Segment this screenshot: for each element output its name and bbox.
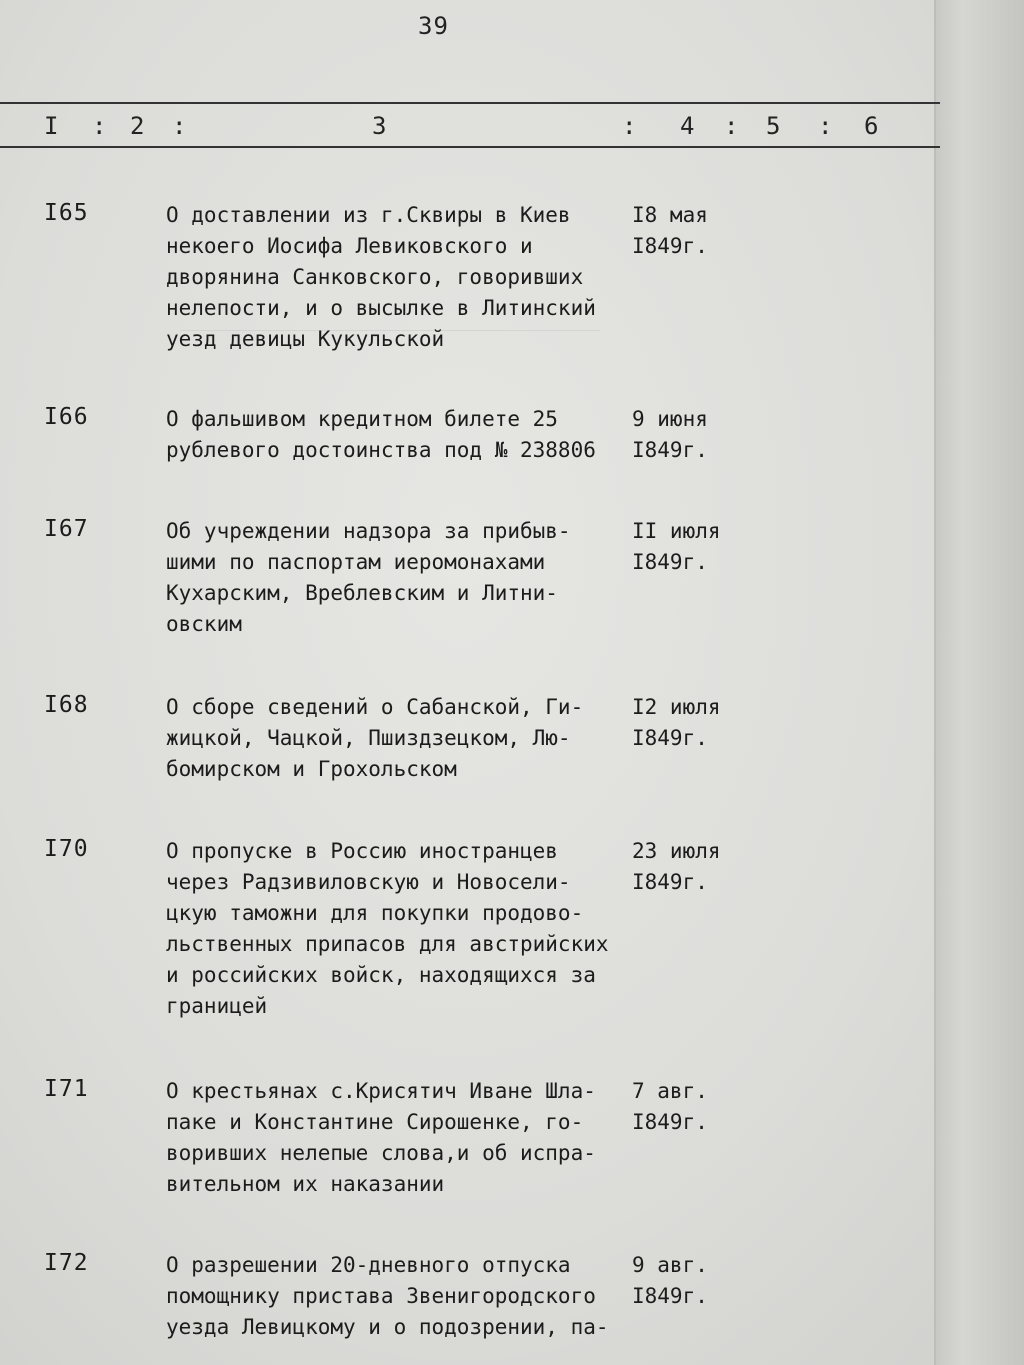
description-line: овским bbox=[166, 612, 242, 636]
date-line: I849г. bbox=[632, 1284, 708, 1308]
entry-number: I67 bbox=[44, 516, 89, 542]
date-line: II июля bbox=[632, 519, 721, 543]
header-rule-top bbox=[0, 102, 940, 104]
date-line: I8 мая bbox=[632, 203, 708, 227]
description-line: рублевого достоинства под № 238806 bbox=[166, 438, 596, 462]
description-line: Кухарским, Вреблевским и Литни- bbox=[166, 581, 558, 605]
entry-date bbox=[632, 516, 762, 578]
description-line: О фальшивом кредитном билете 25 bbox=[166, 407, 558, 431]
entry-description bbox=[166, 200, 646, 355]
column-4-heading: 4 bbox=[680, 112, 695, 140]
entry-number: I68 bbox=[44, 692, 89, 718]
entry-date bbox=[632, 404, 762, 466]
description-line: О пропуске в Россию иностранцев bbox=[166, 839, 558, 863]
entry-description bbox=[166, 404, 646, 466]
entry-description bbox=[166, 516, 646, 640]
description-line: О разрешении 20-дневного отпуска bbox=[166, 1253, 571, 1277]
description-line: воривших нелепые слова,и об испра- bbox=[166, 1141, 596, 1165]
description-line: цкую таможни для покупки продово- bbox=[166, 901, 584, 925]
entry-description bbox=[166, 1250, 646, 1343]
description-line: О крестьянах с.Крисятич Иване Шла- bbox=[166, 1079, 596, 1103]
entry-description bbox=[166, 836, 646, 1022]
date-line: I849г. bbox=[632, 550, 708, 574]
description-line: О доставлении из г.Сквиры в Киев bbox=[166, 203, 571, 227]
description-line: некоего Иосифа Левиковского и bbox=[166, 234, 533, 258]
description-line: уезда Левицкому и о подозрении, па- bbox=[166, 1315, 609, 1339]
description-line: Об учреждении надзора за прибыв- bbox=[166, 519, 571, 543]
entry-description bbox=[166, 692, 646, 785]
entry-number: I71 bbox=[44, 1076, 89, 1102]
description-line: помощнику пристава Звенигородского bbox=[166, 1284, 596, 1308]
description-line: О сборе сведений о Сабанской, Ги- bbox=[166, 695, 584, 719]
date-line: I849г. bbox=[632, 234, 708, 258]
date-line: I849г. bbox=[632, 870, 708, 894]
entry-number: I65 bbox=[44, 200, 89, 226]
description-line: жицкой, Чацкой, Пшиздзецком, Лю- bbox=[166, 726, 571, 750]
column-2-heading: 2 bbox=[130, 112, 145, 140]
page-edge bbox=[934, 0, 1024, 1365]
description-line: нелепости, и о высылке в Литинский bbox=[166, 296, 596, 320]
entry-description bbox=[166, 1076, 646, 1200]
date-line: 9 июня bbox=[632, 407, 708, 431]
entry-date bbox=[632, 1250, 762, 1312]
date-line: I849г. bbox=[632, 438, 708, 462]
date-line: I849г. bbox=[632, 1110, 708, 1134]
entry-date bbox=[632, 836, 762, 898]
entry-date bbox=[632, 1076, 762, 1138]
column-separator: : bbox=[622, 112, 637, 140]
description-line: дворянина Санковского, говоривших bbox=[166, 265, 584, 289]
date-line: I849г. bbox=[632, 726, 708, 750]
description-line: границей bbox=[166, 994, 268, 1018]
description-line: и российских войск, находящихся за bbox=[166, 963, 596, 987]
column-1-heading: I bbox=[44, 112, 59, 140]
column-separator: : bbox=[92, 112, 107, 140]
column-6-heading: 6 bbox=[864, 112, 879, 140]
column-separator: : bbox=[818, 112, 833, 140]
column-separator: : bbox=[724, 112, 739, 140]
column-3-heading: 3 bbox=[372, 112, 387, 140]
date-line: 7 авг. bbox=[632, 1079, 708, 1103]
column-separator: : bbox=[172, 112, 187, 140]
header-rule-bottom bbox=[0, 146, 940, 148]
entry-number: I66 bbox=[44, 404, 89, 430]
column-5-heading: 5 bbox=[766, 112, 781, 140]
description-line: через Радзивиловскую и Новосели- bbox=[166, 870, 571, 894]
entry-date bbox=[632, 692, 762, 754]
date-line: 23 июля bbox=[632, 839, 721, 863]
date-line: I2 июля bbox=[632, 695, 721, 719]
description-line: вительном их наказании bbox=[166, 1172, 445, 1196]
date-line: 9 авг. bbox=[632, 1253, 708, 1277]
description-line: шими по паспортам иеромонахами bbox=[166, 550, 546, 574]
description-line: льственных припасов для австрийских bbox=[166, 932, 609, 956]
description-line: уезд девицы Кукульской bbox=[166, 327, 445, 351]
description-line: паке и Константине Сирошенке, го- bbox=[166, 1110, 584, 1134]
entry-date bbox=[632, 200, 762, 262]
entry-number: I72 bbox=[44, 1250, 89, 1276]
page-number: 39 bbox=[418, 12, 449, 40]
entry-number: I70 bbox=[44, 836, 89, 862]
description-line: бомирском и Грохольском bbox=[166, 757, 457, 781]
